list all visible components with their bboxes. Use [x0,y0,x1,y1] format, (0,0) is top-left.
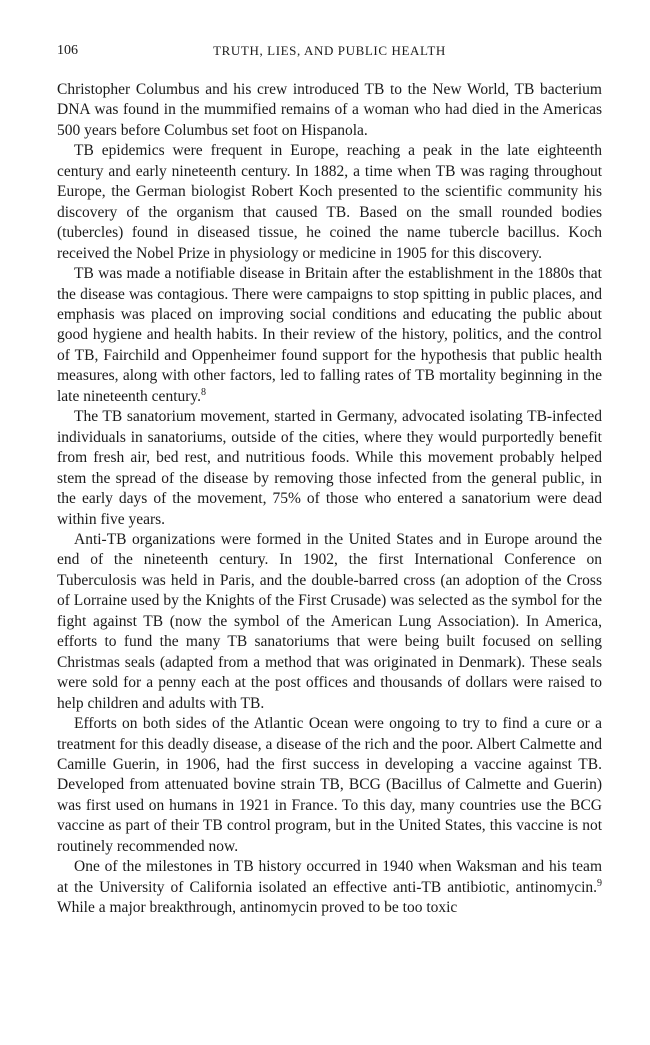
running-header [57,40,602,62]
body-text [57,80,602,919]
paragraph [57,714,602,857]
paragraph-text: The TB sanatorium movement, started in Germany, advocated isolating TB-infected individuals in sanatoriums, outside of the cities, where they would purportedly benefit from fresh air, bed rest, and nutritious foods. While this movement probably helped stem the spread of the disease by removing those infected from the general public, in the early days of the movement, 75% of those who entered a sanatorium were dead within five years. [57,408,602,528]
paragraph-text: TB epidemics were frequent in Europe, reaching a peak in the late eighteenth century and early nineteenth century. In 1882, a time when TB was raging throughout Europe, the German biologist Robert Koch presented to the scientific community his discovery of the organism that caused TB. Based on the small rounded bodies (tubercles) found in diseased tissue, he coined the name tubercle bacillus. Koch received the Nobel Prize in physiology or medicine in 1905 for this discovery. [57,142,602,262]
footnote-marker: 9 [597,877,602,889]
paragraph [57,857,602,918]
paragraph-text: TB was made a notifiable disease in Britain after the establishment in the 1880s that the disease was contagious. There were campaigns to stop spitting in public places, and emphasis was placed on improving social conditions and educating the public about good hygiene and health habits. In their review of the history, politics, and the control of TB, Fairchild and Oppenheimer found support for the hypothesis that public health measures, along with other factors, led to falling rates of TB mortality beginning in the late nineteenth century. [57,265,602,405]
footnote-marker: 8 [201,386,207,398]
paragraph [57,530,602,714]
paragraph [57,141,602,264]
paragraph-text: Christopher Columbus and his crew introduced TB to the New World, TB bacterium DNA was found in the mummified remains of a woman who had died in the Americas 500 years before Columbus set foot on Hispanola. [57,81,602,139]
paragraph-text: Efforts on both sides of the Atlantic Ocean were ongoing to try to find a cure or a treatment for this deadly disease, a disease of the rich and the poor. Albert Calmette and Camille Guerin, in 1906, had the first success in developing a vaccine against TB. Developed from attenuated bovine strain TB, BCG (Bacillus of Calmette and Guerin) was first used on humans in 1921 in France. To this day, many countries use the BCG vaccine as part of their TB control program, but in the United States, this vaccine is not routinely recommended now. [57,715,602,855]
paragraph [57,264,602,407]
book-page [57,40,602,919]
paragraph-text: While a major breakthrough, antinomycin proved to be too toxic [57,899,458,917]
page-number: 106 [57,43,78,58]
paragraph-text: Anti-TB organizations were formed in the United States and in Europe around the end of the nineteenth century. In 1902, the first International Conference on Tuberculosis was held in Paris, and the double-barred cross (an adoption of the Cross of Lorraine used by the Knights of the First Crusade) was selected as the symbol for the fight against TB (now the symbol of the American Lung Association). In America, efforts to fund the many TB sanatoriums that were being built focused on selling Christmas seals (adapted from a method that was originated in Denmark). These seals were sold for a penny each at the post offices and thousands of dollars were raised to help children and adults with TB. [57,530,602,712]
running-title: TRUTH, LIES, AND PUBLIC HEALTH [213,43,446,58]
paragraph-continuation [57,80,602,141]
paragraph-text: One of the milestones in TB history occurred in 1940 when Waksman and his team at the University of California isolated an effective anti-TB antibiotic, antinomycin. [57,858,602,896]
paragraph [57,407,602,530]
